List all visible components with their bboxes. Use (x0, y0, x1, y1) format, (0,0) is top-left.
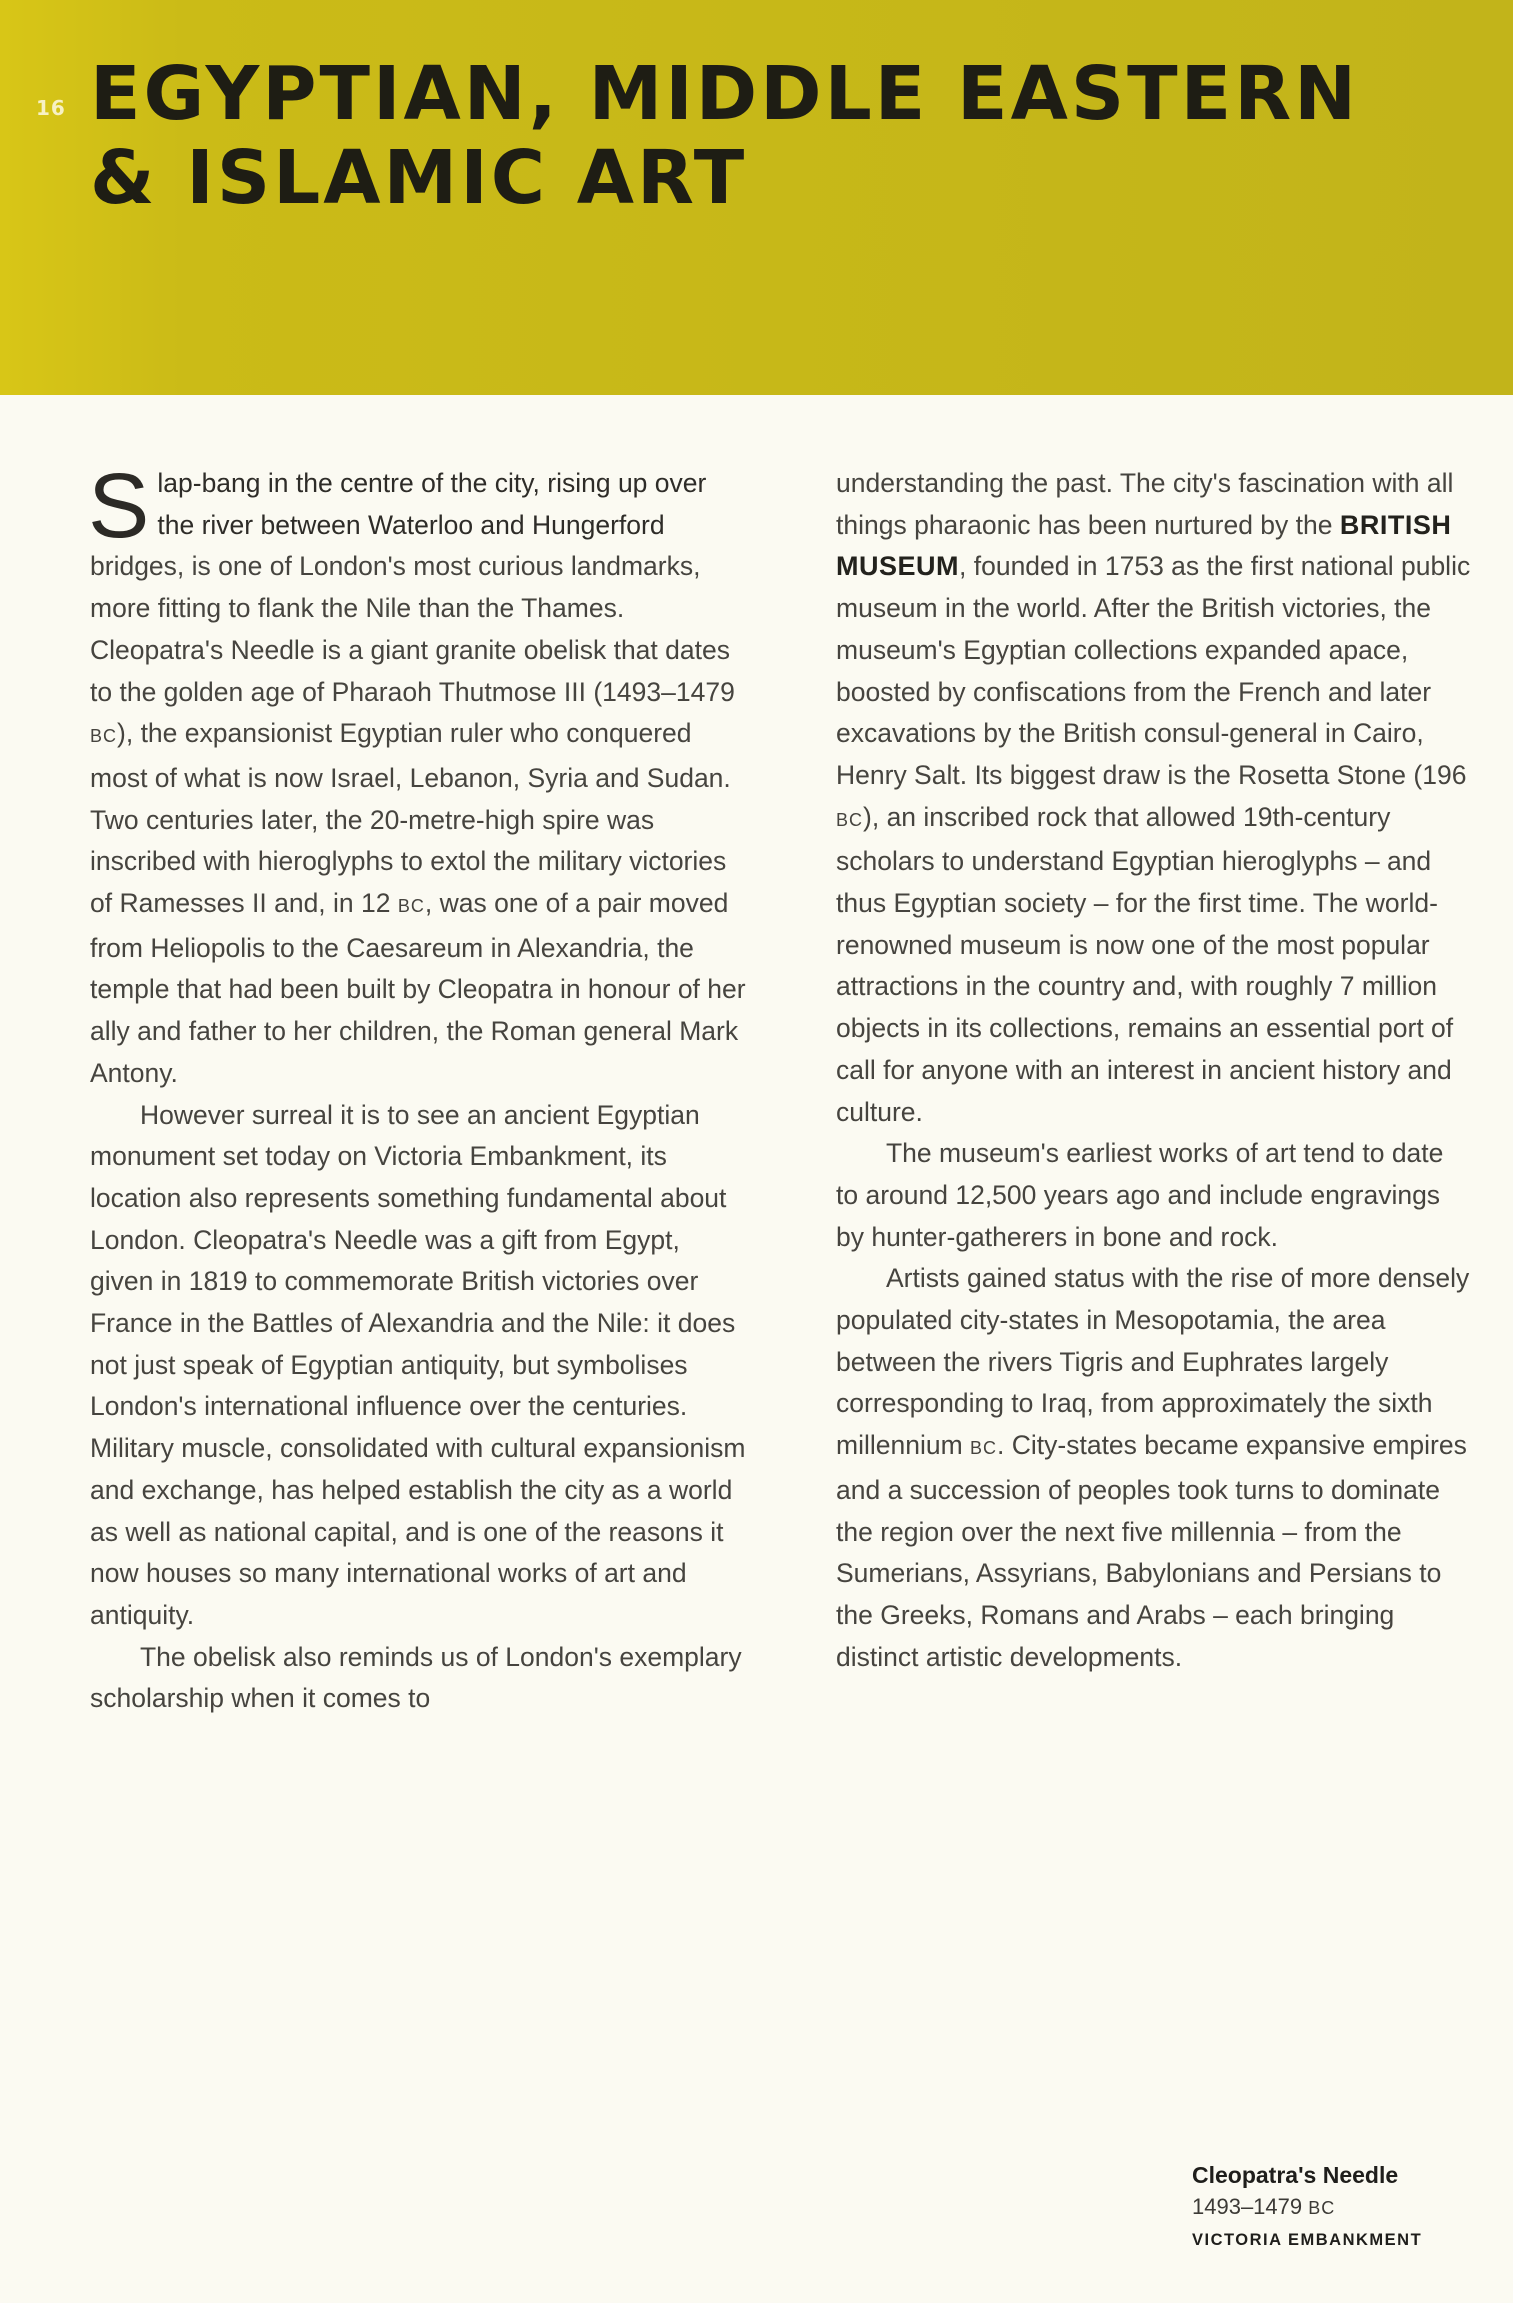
image-caption (1192, 2158, 1422, 2257)
era-abbrev: BC (397, 896, 425, 917)
header-banner (0, 0, 1513, 395)
caption-years: 1493–1479 (1192, 2194, 1309, 2219)
drop-cap: S (88, 455, 150, 557)
era-abbrev: BC (836, 809, 864, 830)
text-run: ), an inscribed rock that allowed 19th-century scholars to understand Egyptian hieroglyphs – and thus Egyptian society – for the first time. The world-renowned museum is now one of the most popular attractions in the country and, with roughly 7 million objects in its collections, remains an essential port of call for anyone with an interest in ancient history and culture. (836, 801, 1454, 1127)
caption-title: Cleopatra's Needle (1192, 2162, 1399, 2188)
text-run: , was one of a pair moved from Heliopolis to the Caesareum in Alexandria, the temple that had been built by Cleopatra in honour of her ally and father to her children, the Roman general Mark Antony. (90, 888, 746, 1088)
title-line-2: & ISLAMIC ART (90, 135, 748, 221)
page-number: 16 (36, 96, 66, 120)
era-abbrev: BC (90, 726, 118, 747)
text-run: ), the expansionist Egyptian ruler who conquered most of what is now Israel, Lebanon, Syria and Sudan. Two centuries later, the 20-metre-high spire was inscribed with hieroglyphs to extol the military victories of Ramesses II and, in 12 (90, 718, 731, 919)
caption-location: VICTORIA EMBANKMENT (1192, 2231, 1423, 2249)
text-run: , founded in 1753 as the first national public museum in the world. After the British victories, the museum's Egyptian collections expanded apace, boosted by confiscations from the French and later excavations by the British consul-general in Cairo, Henry Salt. Its biggest draw is the Rosetta Stone (196 (836, 551, 1471, 790)
text-run: understanding the past. The city's fascination with all things pharaonic has been nurtured by the (836, 468, 1454, 540)
page-title (90, 52, 1359, 220)
paragraph (836, 463, 1472, 1133)
right-column (836, 463, 1472, 1678)
paragraph: The museum's earliest works of art tend to date to around 12,500 years ago and include engravings by hunter-gatherers in bone and rock. (836, 1138, 1444, 1252)
era-abbrev: BC (1308, 2198, 1336, 2218)
paragraph: However surreal it is to see an ancient Egyptian monument set today on Victoria Embankment, its location also represents something fundamental about London. Cleopatra's Needle was a gift from Egypt, given in 1819 to commemorate British victories over France in the Battles of Alexandria and the Nile: it does not just speak of Egyptian antiquity, but symbolises London's international influence over the centuries. Military muscle, consolidated with cultural expansionism and exchange, has helped establish the city as a world as well as national capital, and is one of the reasons it now houses so many international works of art and antiquity. (90, 1099, 746, 1630)
title-line-1: EGYPTIAN, MIDDLE EASTERN (90, 51, 1360, 137)
british-museum-link[interactable]: BRITISH MUSEUM (836, 509, 1452, 582)
text-run: . City-states became expansive empires and a succession of peoples took turns to dominate the region over the next five millennia – from the Sumerians, Assyrians, Babylonians and Persians to the Greeks, Romans and Arabs – each bringing distinct artistic developments. (836, 1430, 1467, 1672)
text-run: Artists gained status with the rise of more densely populated city-states in Mesopotamia, the area between the rivers Tigris and Euphrates largely corresponding to Iraq, from approximately the sixth millennium (836, 1263, 1470, 1461)
left-column (88, 455, 750, 1720)
paragraph (836, 1258, 1472, 1678)
text-run: bridges, is one of London's most curious landmarks, more fitting to flank the Nile than the Thames. Cleopatra's Needle is a giant granite obelisk that dates to the golden age of Pharaoh Thutmose III (1493–1479 (90, 551, 735, 707)
caption-date (1192, 2192, 1422, 2223)
paragraph (88, 455, 750, 1095)
lead-text: lap-bang in the centre of the city, rising up over the river between Waterloo and Hungerford (157, 468, 707, 540)
era-abbrev: BC (970, 1438, 998, 1459)
paragraph: The obelisk also reminds us of London's exemplary scholarship when it comes to (90, 1641, 742, 1714)
